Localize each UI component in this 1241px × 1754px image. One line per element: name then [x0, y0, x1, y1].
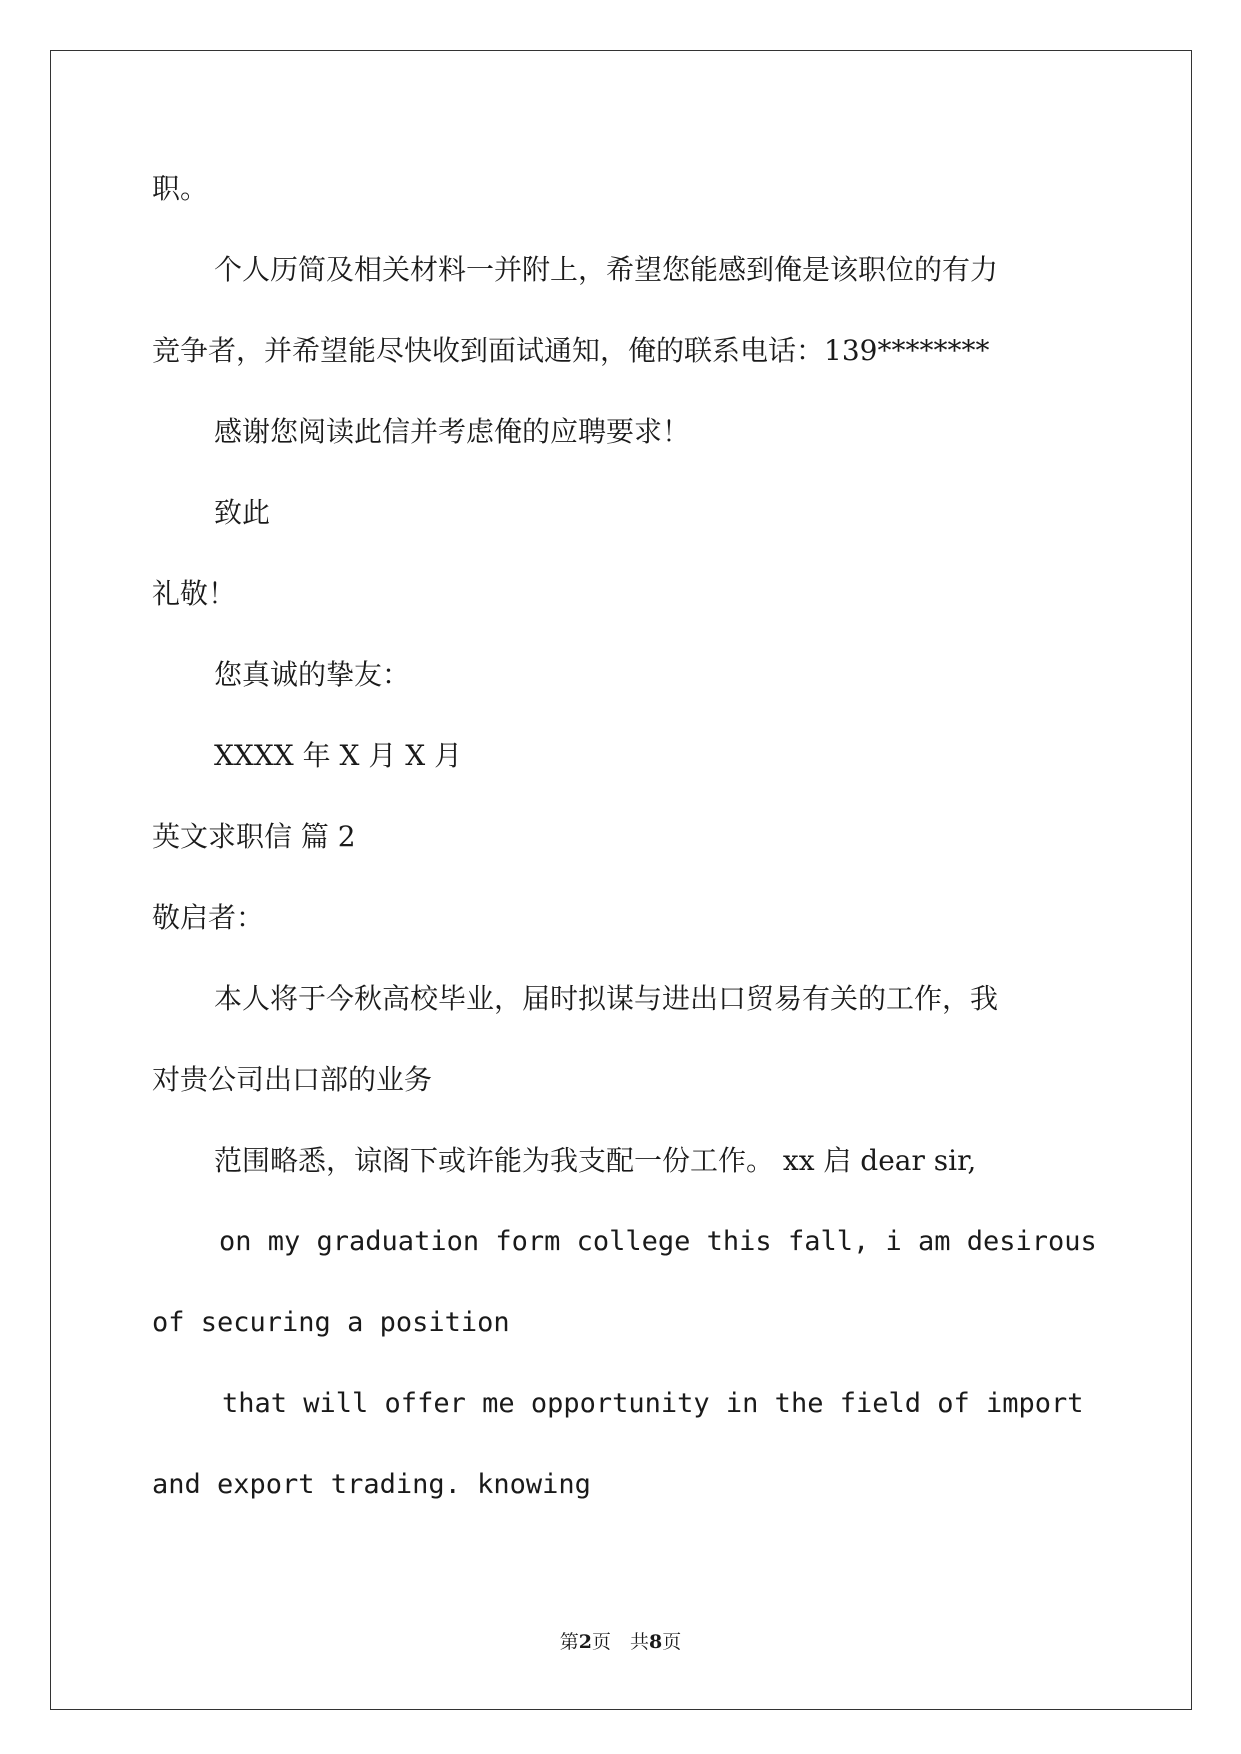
- text-line-6: 礼敬！: [152, 577, 237, 610]
- page-border: [50, 50, 1192, 1710]
- salutation: 敬启者：: [152, 901, 265, 934]
- date-line: XXXX 年 X 月 X 月: [214, 739, 463, 772]
- text-line-15: of securing a position: [152, 1307, 510, 1338]
- text-line-4: 感谢您阅读此信并考虑俺的应聘要求！: [214, 415, 691, 448]
- text-line-1: 职。: [152, 172, 209, 205]
- text-line-13: 范围略悉，谅阁下或许能为我支配一份工作。 xx 启 dear sir,: [214, 1144, 977, 1177]
- text-line-7: 您真诚的挚友：: [214, 658, 411, 691]
- text-line-5: 致此: [214, 496, 271, 529]
- page-footer: [0, 1630, 1241, 1654]
- text-line-3: 竞争者，并希望能尽快收到面试通知，俺的联系电话：139********: [152, 334, 990, 367]
- text-line-11: 本人将于今秋高校毕业，届时拟谋与进出口贸易有关的工作，我: [214, 982, 999, 1015]
- page-total-number: 8: [649, 1631, 663, 1653]
- text-line-17: and export trading. knowing: [152, 1469, 591, 1500]
- footer-prefix: 第: [559, 1631, 579, 1653]
- text-line-2: 个人历简及相关材料一并附上，希望您能感到俺是该职位的有力: [214, 253, 999, 286]
- text-line-16: that will offer me opportunity in the field of import: [222, 1388, 1084, 1419]
- text-line-12: 对贵公司出口部的业务: [152, 1063, 433, 1096]
- section-heading: 英文求职信 篇 2: [152, 820, 356, 853]
- footer-suffix: 页: [662, 1631, 682, 1653]
- text-line-14: on my graduation form college this fall, i am desirous: [219, 1226, 1097, 1257]
- footer-mid: 页 共: [591, 1631, 649, 1653]
- page-current-number: 2: [578, 1631, 592, 1653]
